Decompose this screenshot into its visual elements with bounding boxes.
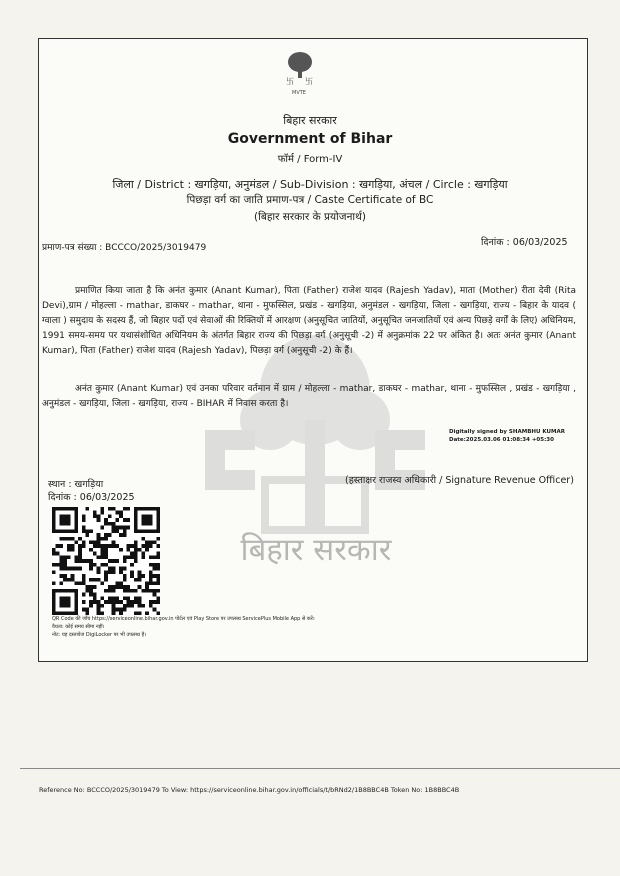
certificate-body-paragraph-2: अनंत कुमार (Anant Kumar) एवं उनका परिवार वर्तमान में ग्राम / मोहल्ला - mathar, डाकघर - mathar, थाना - मुफस्सिल , प्रखंड - खगड़िया , अनुमंडल - खगड़िया, जिला - खगड़िया, राज्य - BIHAR में निवास करता है।	[42, 384, 576, 409]
place-label: स्थान : खगड़िया	[48, 479, 104, 490]
certificate-body-paragraph-1: प्रमाणित किया जाता है कि अनंत कुमार (Anant Kumar), पिता (Father) राजेश यादव (Rajesh Yadav), माता (Mother) रीता देवी (Rita Devi),ग्राम / मोहल्ला - mathar, डाकघर - mathar, थाना - मुफस्सिल, प्रखंड - खगड़िया, अनुमंडल - खगड़िया, जिला - खगड़िया, राज्य - बिहार के यादव ( ग्वाला ) समुदाय के सदस्य हैं, जो बिहार पदों एवं सेवाओं की रिक्तियों में आरक्षण (अनुसूचित जातियों, अनुसूचित जनजातियों एवं अन्य पिछड़े वर्गों के लिए) अधिनियम, 1991 समय-समय पर यथासंशोधित अधिनियम के अंतर्गत बिहार राज्य की पिछड़ा वर्ग (अनुसूची -2) में अनुक्रमांक 22 पर अंकित है। अतः अनंत कुमार (Anant Kumar), पिता (Father) राजेश यादव (Rajesh Yadav), पिछड़ा वर्ग (अनुसूची -2) के हैं।	[42, 286, 576, 356]
header-government: Government of Bihar	[227, 131, 393, 147]
officer-signature-label: (हस्ताक्षर राजस्व अधिकारी / Signature Revenue Officer)	[345, 475, 574, 486]
footer-reference: Reference No: BCCCO/2025/3019479 To View: https://serviceonline.bihar.gov.in/officials/t/bRNd2/1B8BBC4B Token No: 1B8BBC4B	[39, 786, 460, 794]
digital-signature-name: Digitally signed by SHAMBHU KUMAR	[449, 429, 565, 435]
header-hindi: बिहार सरकार	[283, 114, 337, 127]
qr-note-line: नोट: यह दस्तावेज DigiLocker पर भी उपलब्ध है।	[52, 632, 147, 638]
footer-divider	[20, 768, 620, 769]
certificate-title: पिछड़ा वर्ग का जाति प्रमाण-पत्र / Caste Certificate of BC	[186, 194, 434, 206]
qr-notes	[52, 615, 572, 639]
certificate-number: प्रमाण-पत्र संख्या : BCCCO/2025/3019479	[42, 243, 207, 253]
digital-signature-date: Date:2025.03.06 01:08:34 +05:30	[449, 437, 554, 443]
svg-text:卐: 卐	[286, 77, 294, 86]
svg-text:卐: 卐	[305, 77, 313, 86]
qr-note-line: वैधता: कोई समय सीमा नहीं।	[52, 624, 105, 630]
qr-code-icon[interactable]	[52, 507, 160, 615]
qr-note-line: QR Code की जाँच https://serviceonline.bihar.gov.in पोर्टल एवं Play Store पर उपलब्ध ServicePlus Mobile App से करें।	[52, 616, 315, 622]
form-label: फॉर्म / Form-IV	[277, 154, 343, 165]
digital-signature-block	[449, 428, 589, 444]
issue-date: दिनांक : 06/03/2025	[481, 237, 568, 248]
purpose-line: (बिहार सरकार के प्रयोजनार्थ)	[254, 211, 366, 223]
bihar-emblem-icon	[280, 50, 320, 96]
seal-text: MVTE	[292, 90, 306, 96]
watermark-text: बिहार सरकार	[240, 532, 392, 568]
bottom-date: दिनांक : 06/03/2025	[48, 492, 135, 503]
location-line: जिला / District : खगड़िया, अनुमंडल / Sub-Division : खगड़िया, अंचल / Circle : खगड़िया	[112, 178, 508, 191]
